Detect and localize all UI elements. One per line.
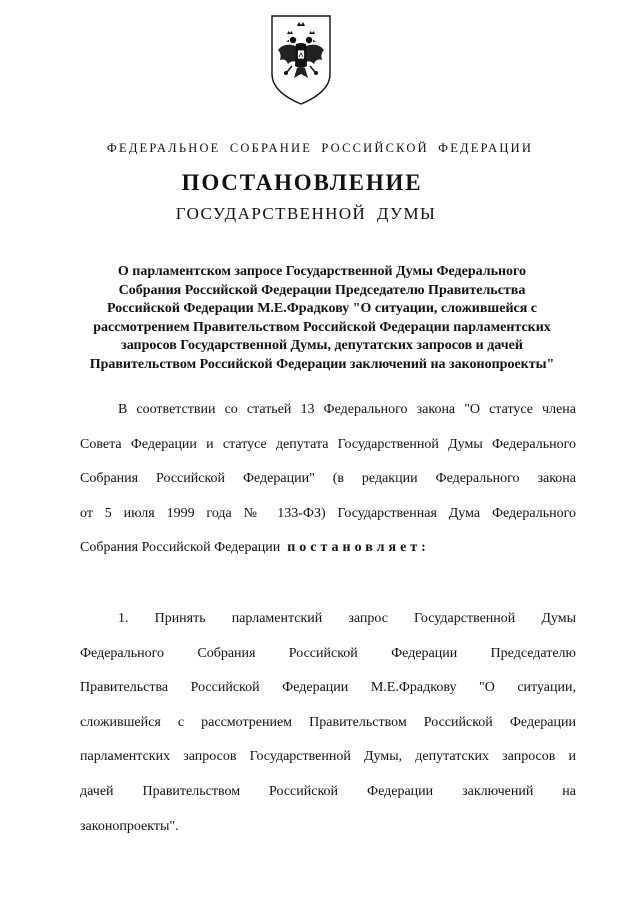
subject-line: рассмотрением Правительством Российской Федерации парламентских	[93, 319, 551, 335]
item-line: Федерального Собрания Российской Федерации Председателю	[80, 645, 576, 661]
subject-line: О парламентском запросе Государственной Думы Федерального	[117, 264, 527, 279]
item-line: дачей Правительством Российской Федерации заключений на	[80, 783, 576, 799]
resolution-subject	[78, 263, 566, 374]
preamble-line: от 5 июля 1999 года № 133-ФЗ) Государственная Дума Федерального	[80, 505, 576, 521]
item-line: 1. Принять парламентский запрос Государственной Думы	[118, 611, 576, 626]
subject-line: Правительством Российской Федерации заключений на законопроекты"	[89, 356, 555, 372]
coat-of-arms-emblem-icon	[270, 14, 332, 106]
subject-line: запросов Государственной Думы, депутатских запросов и дачей	[121, 338, 523, 353]
preamble-line: Собрания Российской Федерации" (в редакции Федерального закона	[80, 471, 576, 487]
assembly-heading: ФЕДЕРАЛЬНОЕ СОБРАНИЕ РОССИЙСКОЙ ФЕДЕРАЦИИ	[106, 141, 534, 155]
preamble-last-line	[80, 531, 576, 566]
item-line: Правительства Российской Федерации М.Е.Фрадкову "О ситуации,	[80, 680, 576, 696]
item-line: сложившейся с рассмотрением Правительством Российской Федерации	[80, 714, 576, 730]
issuer-heading: ГОСУДАРСТВЕННОЙ ДУМЫ	[175, 204, 437, 223]
decree-word: постановляет:	[287, 540, 430, 556]
preamble-line: Совета Федерации и статусе депутата Государственной Думы Федерального	[80, 436, 576, 452]
subject-line: Российской Федерации М.Е.Фрадкову "О ситуации, сложившейся с	[106, 301, 538, 316]
item-line: законопроекты".	[80, 818, 179, 834]
subject-line: Собрания Российской Федерации Председателю Правительства	[118, 282, 526, 298]
item-line: парламентских запросов Государственной Думы, депутатских запросов и	[80, 749, 576, 765]
document-type-title: ПОСТАНОВЛЕНИЕ	[181, 170, 423, 195]
preamble-line: В соответствии со статьей 13 Федерального закона "О статусе члена	[118, 402, 576, 417]
preamble-line: Собрания Российской Федерации	[80, 540, 281, 556]
preamble-paragraph	[80, 393, 576, 566]
item-1-paragraph	[80, 602, 576, 844]
